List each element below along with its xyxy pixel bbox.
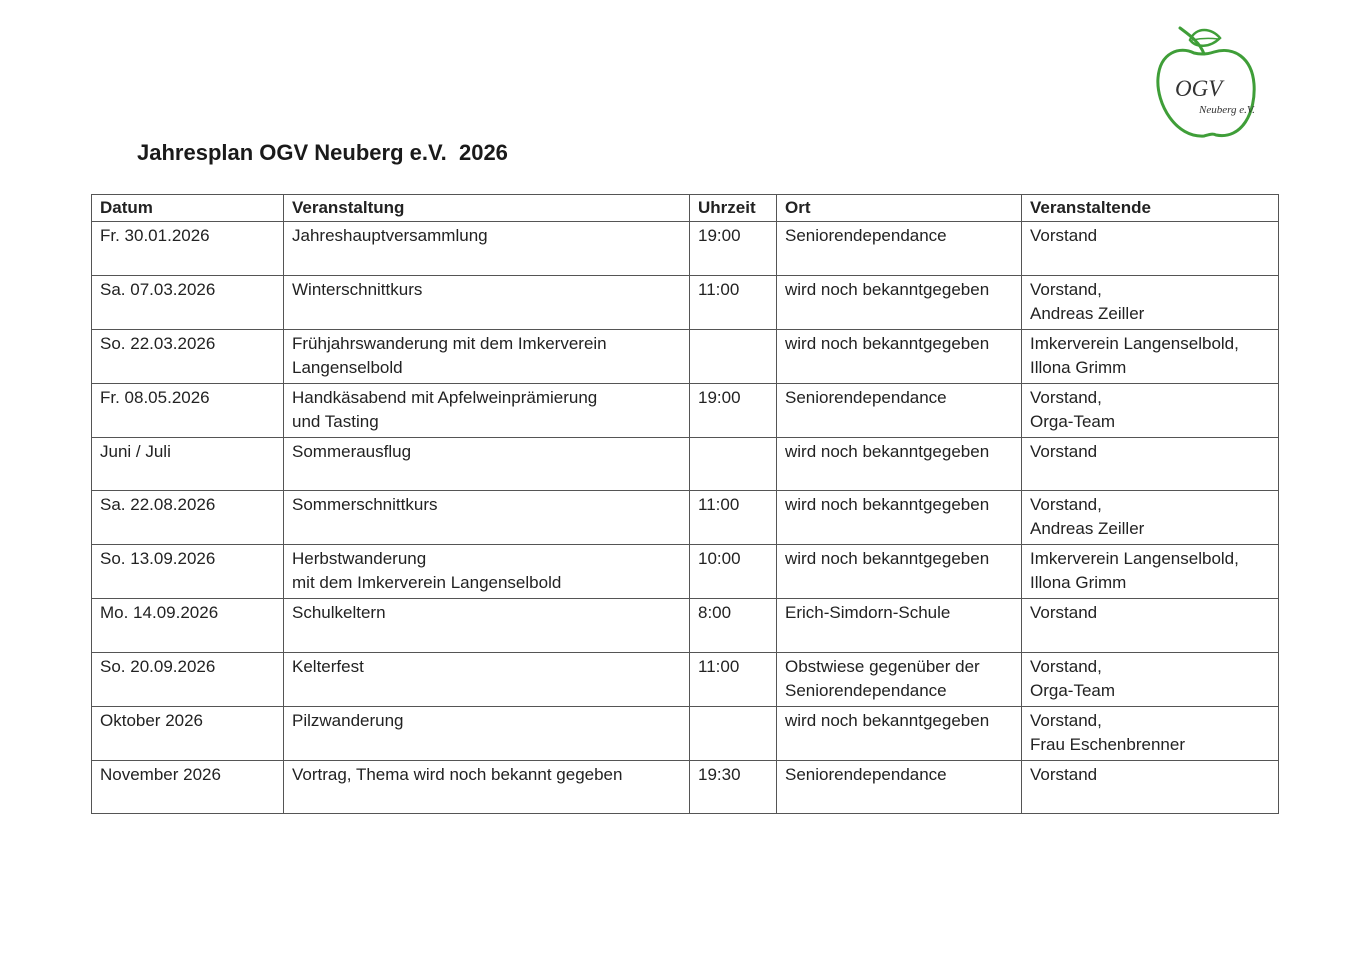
cell-veranstaltende-line: Illona Grimm xyxy=(1030,573,1127,592)
cell-veranstaltende xyxy=(1022,437,1279,491)
cell-veranstaltende-line: Vorstand, xyxy=(1030,710,1102,730)
cell-ort xyxy=(777,545,1022,599)
cell-veranstaltung-line: Sommerausflug xyxy=(292,441,412,461)
table-row xyxy=(92,275,1279,329)
cell-veranstaltende xyxy=(1022,652,1279,706)
cell-veranstaltende xyxy=(1022,491,1279,545)
cell-veranstaltung-line: Winterschnittkurs xyxy=(292,279,423,299)
cell-uhrzeit: 11:00 xyxy=(690,652,777,706)
table-row xyxy=(92,652,1279,706)
cell-ort xyxy=(777,599,1022,653)
cell-ort xyxy=(777,760,1022,814)
cell-veranstaltung-line: Jahreshauptversammlung xyxy=(292,226,488,245)
table-row xyxy=(92,599,1279,653)
header-uhrzeit: Uhrzeit xyxy=(690,195,777,222)
cell-datum: So. 22.03.2026 xyxy=(92,329,284,383)
cell-veranstaltende-line: Vorstand xyxy=(1030,441,1098,461)
cell-veranstaltung xyxy=(284,706,690,760)
cell-datum: So. 20.09.2026 xyxy=(92,652,284,706)
cell-veranstaltende-line: Imkerverein Langenselbold, xyxy=(1030,333,1239,353)
cell-ort-line: wird noch bekanntgegeben xyxy=(785,333,990,353)
cell-ort-line: Seniorendependance xyxy=(785,226,947,245)
cell-veranstaltende-line: Illona Grimm xyxy=(1030,357,1127,377)
cell-uhrzeit: 10:00 xyxy=(690,545,777,599)
cell-veranstaltende xyxy=(1022,706,1279,760)
cell-ort-line: Obstwiese gegenüber der xyxy=(785,656,980,676)
table-body xyxy=(92,222,1279,814)
cell-veranstaltung xyxy=(284,652,690,706)
cell-ort xyxy=(777,706,1022,760)
cell-veranstaltung xyxy=(284,383,690,437)
cell-veranstaltung xyxy=(284,545,690,599)
cell-veranstaltende xyxy=(1022,599,1279,653)
cell-ort xyxy=(777,491,1022,545)
cell-veranstaltende-line: Orga-Team xyxy=(1030,411,1116,431)
ogv-logo xyxy=(1150,20,1274,144)
cell-uhrzeit: 11:00 xyxy=(690,491,777,545)
cell-ort-line: wird noch bekanntgegeben xyxy=(785,495,990,514)
cell-veranstaltung xyxy=(284,275,690,329)
cell-veranstaltung-line: Vortrag, Thema wird noch bekannt gegeben xyxy=(292,764,623,784)
logo-subtitle: Neuberg e.V. xyxy=(1199,104,1255,116)
table-row xyxy=(92,383,1279,437)
cell-veranstaltende xyxy=(1022,760,1279,814)
cell-veranstaltende-line: Vorstand, xyxy=(1030,387,1102,407)
cell-ort-line: Erich-Simdorn-Schule xyxy=(785,603,951,622)
cell-veranstaltung-line: Schulkeltern xyxy=(292,603,386,622)
cell-veranstaltung xyxy=(284,491,690,545)
cell-datum: Mo. 14.09.2026 xyxy=(92,599,284,653)
page-title: Jahresplan OGV Neuberg e.V. 2026 xyxy=(137,140,508,165)
cell-uhrzeit xyxy=(690,329,777,383)
cell-ort-line: Seniorendependance xyxy=(785,387,947,407)
cell-ort xyxy=(777,652,1022,706)
cell-veranstaltung-line: Handkäsabend mit Apfelweinprämierung xyxy=(292,387,598,407)
cell-veranstaltung-line: Pilzwanderung xyxy=(292,710,404,730)
cell-veranstaltung-line: Kelterfest xyxy=(292,656,364,676)
cell-datum: Fr. 30.01.2026 xyxy=(92,222,284,276)
cell-ort xyxy=(777,329,1022,383)
cell-veranstaltung xyxy=(284,760,690,814)
annual-plan-table xyxy=(91,194,1279,814)
header-veranstaltung: Veranstaltung xyxy=(284,195,690,222)
cell-veranstaltung xyxy=(284,437,690,491)
cell-veranstaltende xyxy=(1022,329,1279,383)
cell-veranstaltende-line: Frau Eschenbrenner xyxy=(1030,734,1185,754)
cell-uhrzeit: 19:00 xyxy=(690,383,777,437)
cell-datum: Juni / Juli xyxy=(92,437,284,491)
cell-ort xyxy=(777,383,1022,437)
cell-veranstaltung-line: Herbstwanderung xyxy=(292,549,427,568)
cell-veranstaltende-line: Andreas Zeiller xyxy=(1030,303,1145,323)
cell-veranstaltende-line: Vorstand, xyxy=(1030,656,1102,676)
cell-veranstaltende xyxy=(1022,383,1279,437)
cell-ort xyxy=(777,437,1022,491)
cell-veranstaltung-line: und Tasting xyxy=(292,411,379,431)
cell-veranstaltung xyxy=(284,329,690,383)
cell-uhrzeit: 19:00 xyxy=(690,222,777,276)
cell-ort-line: Seniorendependance xyxy=(785,764,947,784)
cell-datum: So. 13.09.2026 xyxy=(92,545,284,599)
cell-veranstaltung-line: Frühjahrswanderung mit dem Imkerverein xyxy=(292,333,607,353)
cell-datum: Sa. 22.08.2026 xyxy=(92,491,284,545)
cell-ort xyxy=(777,275,1022,329)
cell-veranstaltende-line: Orga-Team xyxy=(1030,680,1116,700)
table-header-row xyxy=(92,195,1279,222)
cell-veranstaltende-line: Vorstand xyxy=(1030,226,1098,245)
table-row xyxy=(92,491,1279,545)
table-row xyxy=(92,545,1279,599)
cell-ort-line: Seniorendependance xyxy=(785,680,947,700)
cell-ort xyxy=(777,222,1022,276)
cell-datum: November 2026 xyxy=(92,760,284,814)
cell-veranstaltende-line: Andreas Zeiller xyxy=(1030,519,1145,538)
cell-uhrzeit xyxy=(690,706,777,760)
logo-text: OGV xyxy=(1175,76,1223,101)
cell-veranstaltung-line: mit dem Imkerverein Langenselbold xyxy=(292,573,562,592)
cell-veranstaltende xyxy=(1022,275,1279,329)
header-veranstaltende: Veranstaltende xyxy=(1022,195,1279,222)
table-row xyxy=(92,760,1279,814)
table-row xyxy=(92,222,1279,276)
cell-veranstaltende xyxy=(1022,545,1279,599)
cell-veranstaltung xyxy=(284,599,690,653)
cell-veranstaltung-line: Langenselbold xyxy=(292,357,403,377)
cell-ort-line: wird noch bekanntgegeben xyxy=(785,279,990,299)
header-datum: Datum xyxy=(92,195,284,222)
cell-veranstaltende-line: Imkerverein Langenselbold, xyxy=(1030,549,1239,568)
cell-veranstaltung xyxy=(284,222,690,276)
cell-ort-line: wird noch bekanntgegeben xyxy=(785,549,990,568)
header-ort: Ort xyxy=(777,195,1022,222)
cell-uhrzeit: 19:30 xyxy=(690,760,777,814)
cell-veranstaltung-line: Sommerschnittkurs xyxy=(292,495,438,514)
cell-veranstaltende xyxy=(1022,222,1279,276)
cell-veranstaltende-line: Vorstand xyxy=(1030,764,1098,784)
cell-ort-line: wird noch bekanntgegeben xyxy=(785,441,990,461)
cell-datum: Sa. 07.03.2026 xyxy=(92,275,284,329)
table-row xyxy=(92,437,1279,491)
cell-veranstaltende-line: Vorstand, xyxy=(1030,495,1102,514)
cell-veranstaltende-line: Vorstand, xyxy=(1030,279,1102,299)
apple-logo-icon xyxy=(1150,20,1274,144)
cell-veranstaltende-line: Vorstand xyxy=(1030,603,1098,622)
table-row xyxy=(92,329,1279,383)
cell-uhrzeit: 8:00 xyxy=(690,599,777,653)
cell-uhrzeit: 11:00 xyxy=(690,275,777,329)
cell-ort-line: wird noch bekanntgegeben xyxy=(785,710,990,730)
cell-uhrzeit xyxy=(690,437,777,491)
table-row xyxy=(92,706,1279,760)
cell-datum: Fr. 08.05.2026 xyxy=(92,383,284,437)
cell-datum: Oktober 2026 xyxy=(92,706,284,760)
